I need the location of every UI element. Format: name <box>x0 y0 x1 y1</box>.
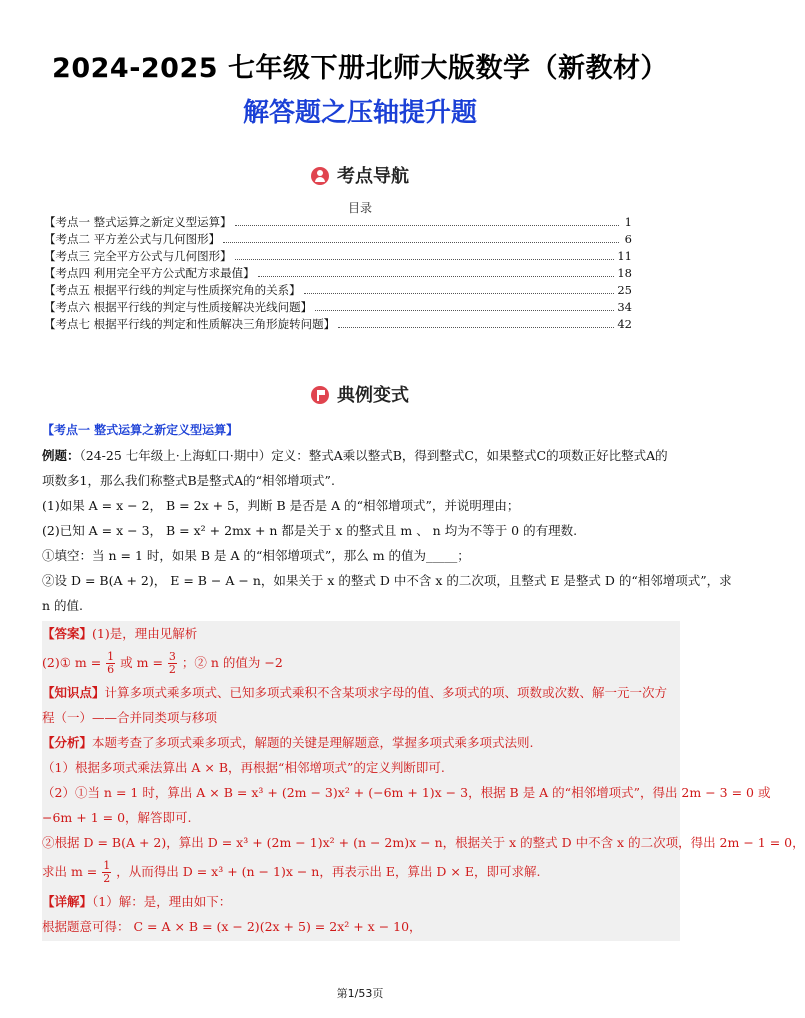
question-1: (1)如果 A = x − 2， B = 2x + 5，判断 B 是否是 A 的“相邻增项式”，并说明理由； <box>42 498 520 513</box>
example-content <box>42 418 805 941</box>
fraction-numerator: 3 <box>168 650 176 663</box>
toc-item-page: 18 <box>617 266 632 280</box>
flag-circle-icon <box>311 386 329 404</box>
answer-text-1: (1)是，理由见解析 <box>92 626 198 641</box>
question-2-part-1: ①填空：当 n = 1 时，如果 B 是 A 的“相邻增项式”，那么 m 的值为_____； <box>42 548 470 563</box>
detail-line-2: 根据题意可得： C = A × B = (x − 2)(2x + 5) = 2x² + x − 10， <box>42 919 422 934</box>
solution-box <box>42 621 805 941</box>
toc-item[interactable] <box>44 316 632 333</box>
toc-item-page: 42 <box>617 317 632 331</box>
example-label: 例题： <box>42 448 80 463</box>
analysis-line-6 <box>42 855 680 889</box>
analysis-6-pre: 求出 m = <box>42 864 98 879</box>
toc-item-page: 11 <box>617 249 632 263</box>
knowledge-text-1: 计算多项式乘多项式、已知多项式乘积不含某项求字母的值、多项式的项、项数或次数、解一元一次方 <box>104 685 668 700</box>
nav-heading: 考点导航 <box>337 166 409 187</box>
answer-line-2 <box>42 646 680 680</box>
fraction-denominator: 2 <box>103 872 111 885</box>
toc-label: 目录 <box>347 201 372 215</box>
fraction <box>168 651 177 676</box>
toc-item[interactable] <box>44 214 632 231</box>
analysis-line-5: ②根据 D = B(A + 2)，算出 D = x³ + (2m − 1)x² + (n − 2m)x − n，根据关于 x 的整式 D 中不含 x 的二次项，得出 2m − 1 = 0， <box>42 835 805 850</box>
fraction <box>102 860 111 885</box>
toc-item-page: 1 <box>624 215 632 229</box>
example-intro-line <box>42 443 678 468</box>
example-intro-line-2: 项数多1，那么我们称整式B是整式A的“相邻增项式”. <box>42 473 335 488</box>
fraction-numerator: 1 <box>107 650 115 663</box>
toc-item[interactable] <box>44 265 632 282</box>
topic-title: 【考点一 整式运算之新定义型运算】 <box>42 423 239 437</box>
toc-item-text: 【考点四 利用完全平方公式配方求最值】 <box>44 266 255 280</box>
answer-2-mid: 或 m = <box>120 655 163 670</box>
toc-leader-dots <box>304 293 615 294</box>
toc-item-text: 【考点六 根据平行线的判定与性质接解决光线问题】 <box>44 300 313 314</box>
knowledge-line <box>42 680 680 705</box>
toc-item[interactable] <box>44 248 632 265</box>
answer-label: 【答案】 <box>42 626 93 641</box>
analysis-line-3: （2）①当 n = 1 时，算出 A × B = x³ + (2m − 3)x² + (−6m + 1)x − 3，根据 B 是 A 的“相邻增项式”，得出 2m − 3 = 0 或 <box>42 785 771 800</box>
answer-line <box>42 621 680 646</box>
detail-line <box>42 889 680 914</box>
question-2-part-2-cont: n 的值. <box>42 598 83 613</box>
toc-leader-dots <box>235 259 615 260</box>
toc-leader-dots <box>258 276 615 277</box>
analysis-text-1: 本题考查了多项式乘多项式，解题的关键是理解题意，掌握多项式乘多项式法则. <box>92 735 534 750</box>
toc-item-page: 25 <box>617 283 632 297</box>
fraction-denominator: 2 <box>168 663 176 676</box>
analysis-line-4: −6m + 1 = 0，解答即可. <box>42 810 192 825</box>
toc-item-text: 【考点二 平方差公式与几何图形】 <box>44 232 221 246</box>
fraction-numerator: 1 <box>103 859 111 872</box>
fraction-denominator: 6 <box>107 663 115 676</box>
toc-item-text: 【考点一 整式运算之新定义型运算】 <box>44 215 232 229</box>
knowledge-line-2: 程（一）——合并同类项与移项 <box>42 710 218 725</box>
toc-leader-dots <box>223 242 619 243</box>
analysis-line-2: （1）根据多项式乘法算出 A × B，再根据“相邻增项式”的定义判断即可. <box>42 760 445 775</box>
detail-label: 【详解】 <box>42 894 93 909</box>
toc-leader-dots <box>315 310 614 311</box>
question-2: (2)已知 A = x − 3， B = x² + 2mx + n 都是关于 x 的整式且 m 、 n 均为不等于 0 的有理数. <box>42 523 578 538</box>
fraction <box>106 651 115 676</box>
toc-leader-dots <box>235 225 619 226</box>
analysis-line <box>42 730 680 755</box>
document-subtitle: 解答题之压轴提升题 <box>242 98 477 128</box>
person-circle-icon <box>311 167 329 185</box>
toc-item-text: 【考点五 根据平行线的判定与性质探究角的关系】 <box>44 283 301 297</box>
examples-heading: 典例变式 <box>337 385 409 406</box>
nav-heading-row <box>0 162 720 188</box>
toc-item[interactable] <box>44 231 632 248</box>
toc-item-page: 6 <box>624 232 632 246</box>
toc-item[interactable] <box>44 299 632 316</box>
analysis-label: 【分析】 <box>42 735 93 750</box>
page-footer: 第1/53页 <box>336 987 384 1000</box>
examples-heading-row <box>0 381 720 407</box>
detail-text-1: （1）解：是，理由如下： <box>92 894 232 909</box>
toc-item[interactable] <box>44 282 632 299</box>
answer-2-pre: (2)① m = <box>42 655 102 670</box>
toc-item-page: 34 <box>617 300 632 314</box>
knowledge-label: 【知识点】 <box>42 685 105 700</box>
answer-2-post: ；② n 的值为 −2 <box>181 655 283 670</box>
table-of-contents <box>44 214 632 333</box>
toc-item-text: 【考点七 根据平行线的判定和性质解决三角形旋转问题】 <box>44 317 336 331</box>
analysis-6-post: ，从而得出 D = x³ + (n − 1)x − n，再表示出 E，算出 D × E，即可求解. <box>116 864 541 879</box>
toc-leader-dots <box>338 327 614 328</box>
question-2-part-2: ②设 D = B(A + 2)， E = B − A − n，如果关于 x 的整式 D 中不含 x 的二次项，且整式 E 是整式 D 的“相邻增项式”，求 <box>42 573 732 588</box>
document-title: 2024-2025 七年级下册北师大版数学（新教材） <box>52 53 668 84</box>
toc-item-text: 【考点三 完全平方公式与几何图形】 <box>44 249 232 263</box>
example-intro-text: （24-25 七年级上·上海虹口·期中）定义：整式A乘以整式B，得到整式C，如果整式C的项数正好比整式A的 <box>79 448 668 463</box>
